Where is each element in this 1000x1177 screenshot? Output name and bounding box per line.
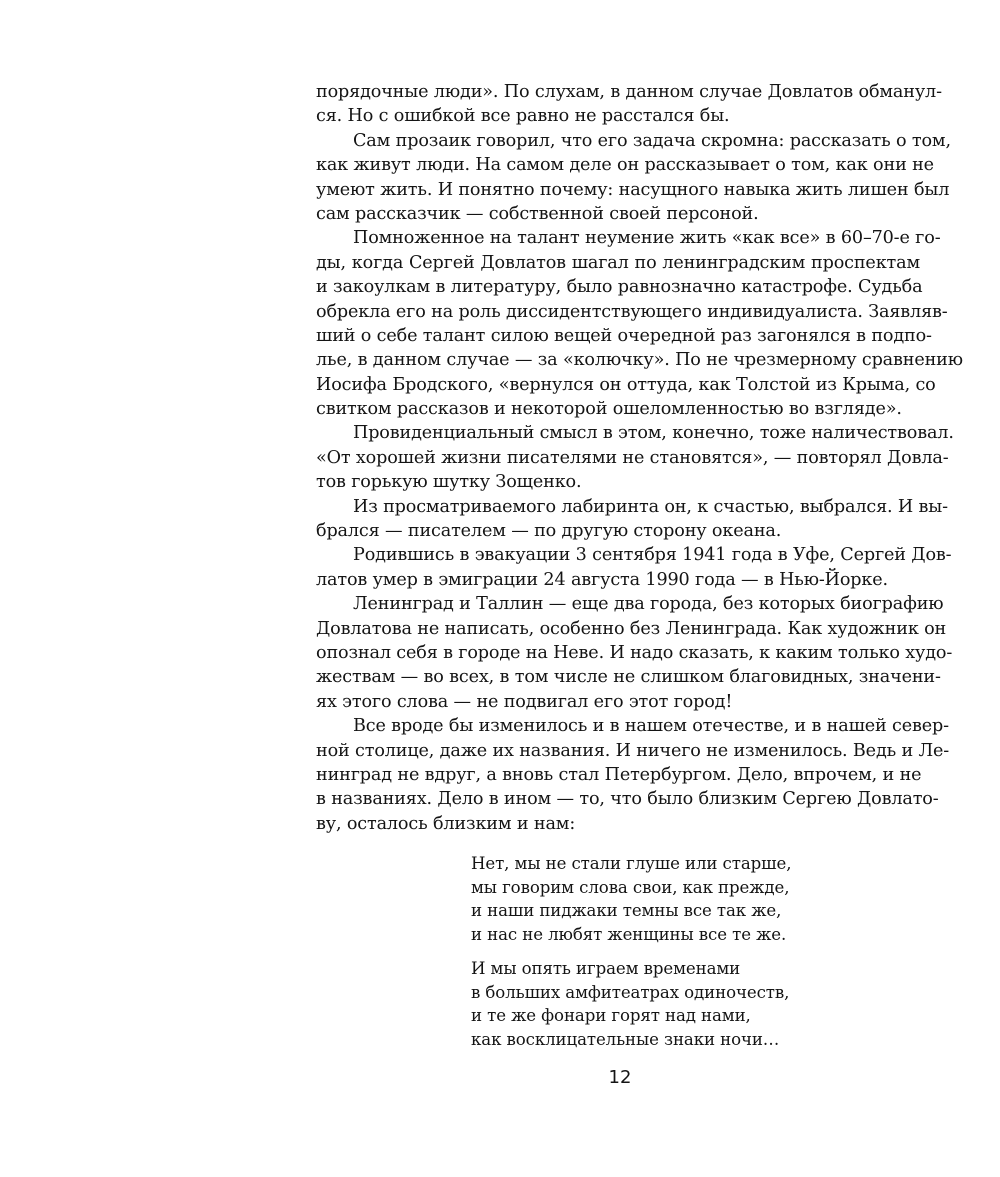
text-line: обрекла его на роль диссидентствующего индивидуалиста. Заявляв- bbox=[316, 301, 948, 322]
text-line: Иосифа Бродского, «вернулся он оттуда, как Толстой из Крыма, со bbox=[316, 374, 936, 395]
text-line: порядочные люди». По слухам, в данном случае Довлатов обманул- bbox=[316, 82, 942, 102]
text-line: Провиденциальный смысл в этом, конечно, тоже наличествовал. bbox=[353, 423, 954, 444]
text-line: лье, в данном случае — за «колючку». По не чрезмерному сравнению bbox=[316, 350, 963, 371]
text-line: ях этого слова — не подвигал его этот город! bbox=[316, 691, 733, 712]
text-line: Сам прозаик говорил, что его задача скромна: рассказать о том, bbox=[353, 130, 951, 151]
text-line: ву, осталось близким и нам: bbox=[316, 813, 576, 834]
poem-stanza-2 bbox=[471, 957, 811, 1051]
text-line: жествам — во всех, в том числе не слишком благовидных, значени- bbox=[316, 667, 941, 688]
poem-line: мы говорим слова свои, как прежде, bbox=[471, 877, 790, 897]
text-line: Все вроде бы изменилось и в нашем отечестве, и в нашей север- bbox=[353, 716, 949, 737]
poem-line: и нас не любят женщины все те же. bbox=[471, 924, 787, 944]
page-number: 12 bbox=[608, 1067, 632, 1088]
text-line: свитком рассказов и некоторой ошеломленностью во взгляде». bbox=[316, 399, 902, 420]
text-line: как живут люди. На самом деле он рассказывает о том, как они не bbox=[316, 155, 934, 176]
text-line: Помноженное на талант неумение жить «как все» в 60–70-е го- bbox=[353, 228, 941, 249]
poem-line: Нет, мы не стали глуше или старше, bbox=[471, 854, 792, 873]
poem-stanza-1 bbox=[471, 852, 811, 946]
text-line: ся. Но с ошибкой все равно не расстался бы. bbox=[316, 106, 730, 127]
text-line: латов умер в эмиграции 24 августа 1990 года — в Нью-Йорке. bbox=[316, 569, 888, 590]
poem-line: и те же фонари горят над нами, bbox=[471, 1006, 751, 1026]
poem-line: И мы опять играем временами bbox=[471, 959, 741, 978]
text-line: и закоулкам в литературу, было равнозначно катастрофе. Судьба bbox=[316, 277, 923, 298]
text-line: «От хорошей жизни писателями не становятся», — повторял Довла- bbox=[316, 447, 949, 468]
text-line: умеют жить. И понятно почему: насущного навыка жить лишен был bbox=[316, 179, 950, 200]
body-text bbox=[316, 80, 963, 836]
text-line: ший о себе талант силою вещей очередной раз загонялся в подпо- bbox=[316, 325, 932, 346]
poem-line: и наши пиджаки темны все так же, bbox=[471, 901, 782, 921]
text-line: в названиях. Дело в ином — то, что было близким Сергею Довлато- bbox=[316, 789, 939, 810]
text-line: тов горькую шутку Зощенко. bbox=[316, 472, 582, 493]
text-line: Родившись в эвакуации 3 сентября 1941 года в Уфе, Сергей Дов- bbox=[353, 545, 952, 566]
text-line: Ленинград и Таллин — еще два города, без которых биографию bbox=[353, 594, 944, 615]
text-line: ной столице, даже их названия. И ничего не изменилось. Ведь и Ле- bbox=[316, 740, 950, 761]
text-line: нинград не вдруг, а вновь стал Петербургом. Дело, впрочем, и не bbox=[316, 764, 922, 785]
text-line: опознал себя в городе на Неве. И надо сказать, к каким только худо- bbox=[316, 642, 953, 663]
text-line: ды, когда Сергей Довлатов шагал по ленинградским проспектам bbox=[316, 252, 920, 273]
text-line: Довлатова не написать, особенно без Ленинграда. Как художник он bbox=[316, 618, 947, 639]
text-line: Из просматриваемого лабиринта он, к счастью, выбрался. И вы- bbox=[353, 496, 948, 517]
poem-line: как восклицательные знаки ночи… bbox=[471, 1029, 780, 1049]
poem-line: в больших амфитеатрах одиночеств, bbox=[471, 982, 790, 1002]
text-line: сам рассказчик — собственной своей персоной. bbox=[316, 203, 759, 224]
text-line: брался — писателем — по другую сторону океана. bbox=[316, 521, 782, 542]
